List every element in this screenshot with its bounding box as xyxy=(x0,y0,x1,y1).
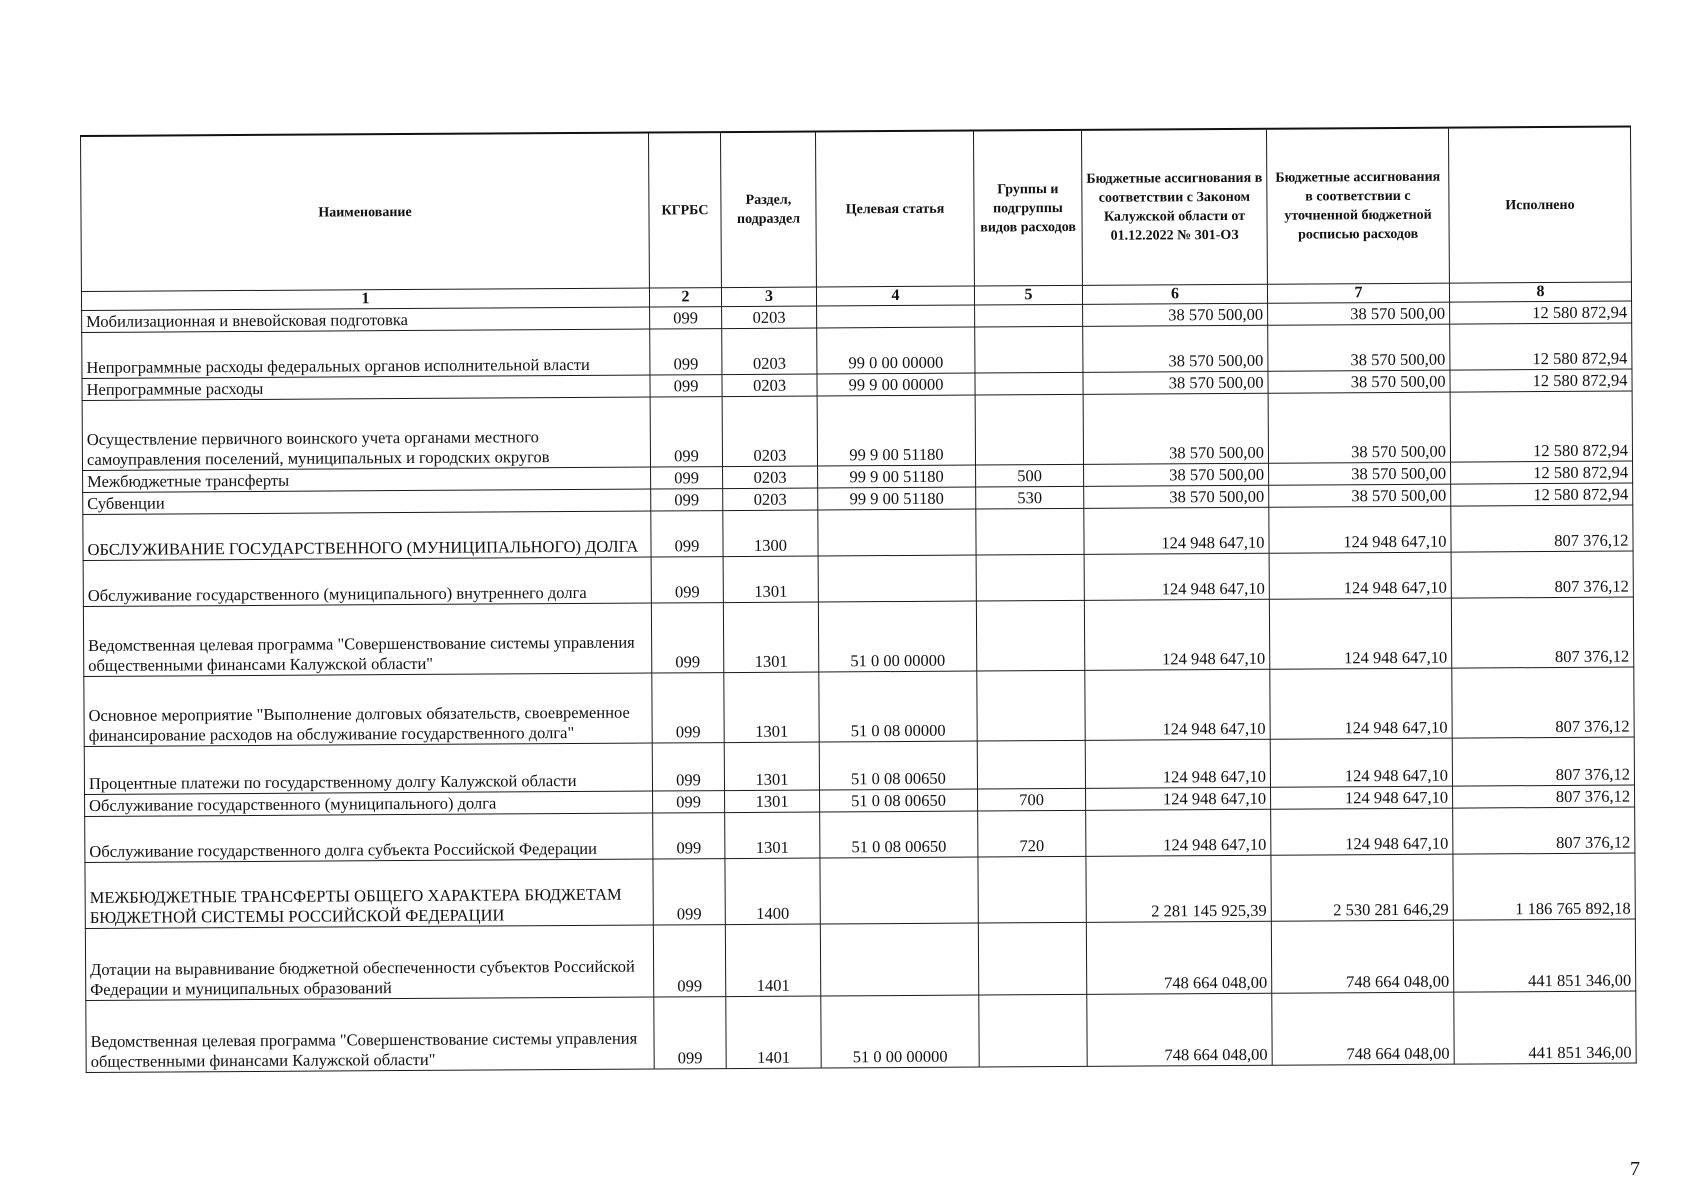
column-number: 3 xyxy=(721,287,816,307)
row-refined-allocation: 124 948 647,10 xyxy=(1270,668,1452,739)
row-law-allocation: 38 570 500,00 xyxy=(1083,393,1268,464)
row-executed: 12 580 872,94 xyxy=(1451,483,1633,506)
row-section: 0203 xyxy=(723,488,818,511)
row-kgrbs: 099 xyxy=(651,511,723,557)
row-name: Обслуживание государственного (муниципального) долга xyxy=(85,791,653,816)
row-executed: 12 580 872,94 xyxy=(1450,391,1632,462)
row-refined-allocation: 748 664 048,00 xyxy=(1271,920,1453,993)
row-executed: 807 376,12 xyxy=(1452,667,1634,738)
page-number: 7 xyxy=(1630,1158,1640,1180)
row-name: Ведомственная целевая программа "Совершенствование системы управления общественными финансами Калужской области" xyxy=(83,603,651,676)
row-law-allocation: 124 948 647,10 xyxy=(1086,787,1271,810)
row-name: Непрограммные расходы федеральных органов исполнительной власти xyxy=(82,329,650,378)
row-section: 1400 xyxy=(725,858,820,925)
row-executed: 12 580 872,94 xyxy=(1450,301,1632,324)
row-kgrbs: 099 xyxy=(652,673,724,743)
header-name: Наименование xyxy=(81,133,650,292)
row-kgrbs: 099 xyxy=(653,791,725,813)
row-kgrbs: 099 xyxy=(650,307,722,329)
row-law-allocation: 124 948 647,10 xyxy=(1084,553,1269,600)
row-kgrbs: 099 xyxy=(651,557,723,603)
row-section: 1301 xyxy=(724,672,819,743)
table-row xyxy=(84,737,1634,794)
row-executed: 807 376,12 xyxy=(1451,551,1633,598)
row-target: 99 0 00 00000 xyxy=(817,327,975,374)
column-number: 8 xyxy=(1449,282,1631,302)
table-row xyxy=(82,391,1632,470)
row-section: 1401 xyxy=(725,924,820,997)
row-refined-allocation: 748 664 048,00 xyxy=(1272,992,1454,1065)
row-kgrbs: 099 xyxy=(653,925,725,997)
row-refined-allocation: 124 948 647,10 xyxy=(1269,598,1451,669)
column-number: 7 xyxy=(1267,283,1449,303)
row-refined-allocation: 124 948 647,10 xyxy=(1271,786,1453,809)
table-row xyxy=(85,853,1635,928)
row-groups xyxy=(978,922,1086,995)
row-groups: 500 xyxy=(976,464,1084,487)
row-law-allocation: 38 570 500,00 xyxy=(1083,303,1268,326)
row-name: Осуществление первичного воинского учета органами местного самоуправления поселений, муниципальных и городских округов xyxy=(82,397,650,470)
row-target xyxy=(818,555,976,602)
row-target: 51 0 08 00650 xyxy=(820,811,978,858)
row-target xyxy=(820,857,978,924)
row-law-allocation: 38 570 500,00 xyxy=(1084,485,1269,508)
column-number: 4 xyxy=(816,286,974,306)
row-groups xyxy=(977,740,1085,789)
row-refined-allocation: 38 570 500,00 xyxy=(1268,324,1450,371)
column-number: 6 xyxy=(1082,284,1267,304)
row-executed: 441 851 346,00 xyxy=(1453,919,1635,992)
row-target xyxy=(820,923,978,996)
row-executed: 12 580 872,94 xyxy=(1450,323,1632,370)
row-section: 1300 xyxy=(723,510,818,557)
header-section: Раздел, подраздел xyxy=(720,132,816,288)
row-law-allocation: 124 948 647,10 xyxy=(1084,599,1269,670)
row-law-allocation: 124 948 647,10 xyxy=(1084,507,1269,554)
header-groups: Группы и подгруппы видов расходов xyxy=(973,130,1082,286)
row-kgrbs: 099 xyxy=(653,813,725,859)
row-law-allocation: 748 664 048,00 xyxy=(1087,993,1272,1066)
row-name: Дотации на выравнивание бюджетной обеспеченности субъектов Российской Федерации и муниципальных образований xyxy=(85,925,653,1000)
row-section: 1301 xyxy=(724,742,819,791)
row-law-allocation: 2 281 145 925,39 xyxy=(1086,855,1271,922)
row-target: 99 9 00 51180 xyxy=(817,395,975,466)
row-law-allocation: 124 948 647,10 xyxy=(1086,809,1271,856)
row-name: Обслуживание государственного (муниципального) внутреннего долга xyxy=(83,557,651,606)
row-executed: 1 186 765 892,18 xyxy=(1453,853,1635,920)
row-target: 99 9 00 51180 xyxy=(818,465,976,488)
row-target: 51 0 08 00650 xyxy=(820,789,978,812)
row-kgrbs: 099 xyxy=(650,329,722,375)
row-section: 0203 xyxy=(722,396,817,467)
row-groups xyxy=(978,856,1086,923)
row-target: 51 0 00 00000 xyxy=(821,995,979,1068)
row-name: Мобилизационная и вневойсковая подготовка xyxy=(82,307,650,332)
table-header xyxy=(81,127,1632,311)
row-groups xyxy=(977,670,1085,741)
row-groups: 700 xyxy=(978,788,1086,811)
row-target: 99 9 00 51180 xyxy=(818,487,976,510)
row-groups: 720 xyxy=(978,810,1086,857)
column-number: 1 xyxy=(81,288,649,310)
row-kgrbs: 099 xyxy=(651,467,723,489)
row-refined-allocation: 124 948 647,10 xyxy=(1269,552,1451,599)
row-refined-allocation: 124 948 647,10 xyxy=(1270,738,1452,787)
row-kgrbs: 099 xyxy=(652,743,724,791)
row-kgrbs: 099 xyxy=(650,397,722,467)
table-body xyxy=(82,301,1637,1072)
row-refined-allocation: 38 570 500,00 xyxy=(1268,392,1450,463)
table-row xyxy=(86,991,1636,1072)
row-refined-allocation: 38 570 500,00 xyxy=(1268,302,1450,325)
row-section: 1401 xyxy=(726,996,821,1069)
row-section: 1301 xyxy=(725,812,820,859)
row-section: 1301 xyxy=(723,556,818,603)
row-executed: 807 376,12 xyxy=(1451,597,1633,668)
row-target: 51 0 08 00650 xyxy=(819,741,977,790)
row-section: 1301 xyxy=(723,602,818,673)
row-executed: 807 376,12 xyxy=(1453,785,1635,808)
row-kgrbs: 099 xyxy=(654,997,726,1069)
row-name: Процентные платежи по государственному долгу Калужской области xyxy=(84,743,652,794)
row-groups xyxy=(975,394,1083,465)
row-executed: 807 376,12 xyxy=(1451,505,1633,552)
row-refined-allocation: 38 570 500,00 xyxy=(1269,462,1451,485)
row-groups xyxy=(976,508,1084,555)
table-row xyxy=(84,667,1634,746)
row-law-allocation: 38 570 500,00 xyxy=(1084,463,1269,486)
row-refined-allocation: 2 530 281 646,29 xyxy=(1271,854,1453,921)
header-law-allocations: Бюджетные ассигнования в соответствии с Законом Калужской области от 01.12.2022 № 301-ОЗ xyxy=(1081,129,1267,286)
row-groups xyxy=(975,372,1083,395)
row-refined-allocation: 38 570 500,00 xyxy=(1268,370,1450,393)
row-groups xyxy=(979,994,1087,1067)
row-groups: 530 xyxy=(976,486,1084,509)
row-name: Непрограммные расходы xyxy=(82,375,650,400)
row-name: МЕЖБЮДЖЕТНЫЕ ТРАНСФЕРТЫ ОБЩЕГО ХАРАКТЕРА БЮДЖЕТАМ БЮДЖЕТНОЙ СИСТЕМЫ РОССИЙСКОЙ ФЕДЕРАЦИИ xyxy=(85,859,653,928)
row-section: 0203 xyxy=(722,306,817,329)
row-groups xyxy=(975,326,1083,373)
header-target: Целевая статья xyxy=(815,131,974,287)
row-executed: 807 376,12 xyxy=(1452,737,1634,786)
row-refined-allocation: 124 948 647,10 xyxy=(1271,808,1453,855)
row-groups xyxy=(976,600,1084,671)
row-name: Обслуживание государственного долга субъекта Российской Федерации xyxy=(85,813,653,862)
row-target: 51 0 08 00000 xyxy=(819,671,977,742)
row-target xyxy=(817,305,975,328)
row-name: Межбюджетные трансферты xyxy=(83,467,651,492)
row-groups xyxy=(975,304,1083,327)
row-law-allocation: 124 948 647,10 xyxy=(1085,739,1270,788)
row-section: 0203 xyxy=(722,328,817,375)
row-law-allocation: 124 948 647,10 xyxy=(1085,669,1270,740)
row-refined-allocation: 124 948 647,10 xyxy=(1269,506,1451,553)
row-law-allocation: 38 570 500,00 xyxy=(1083,371,1268,394)
row-kgrbs: 099 xyxy=(651,603,723,673)
row-name: Субвенции xyxy=(83,489,651,514)
row-target xyxy=(818,509,976,556)
row-kgrbs: 099 xyxy=(650,375,722,397)
row-executed: 12 580 872,94 xyxy=(1450,369,1632,392)
row-executed: 441 851 346,00 xyxy=(1454,991,1636,1064)
row-executed: 807 376,12 xyxy=(1453,807,1635,854)
table-row xyxy=(85,919,1635,1000)
row-target: 51 0 00 00000 xyxy=(818,601,976,672)
row-law-allocation: 38 570 500,00 xyxy=(1083,325,1268,372)
row-groups xyxy=(976,554,1084,601)
row-section: 0203 xyxy=(722,374,817,397)
budget-table xyxy=(80,126,1637,1073)
row-kgrbs: 099 xyxy=(653,859,725,925)
row-kgrbs: 099 xyxy=(651,489,723,511)
row-name: ОБСЛУЖИВАНИЕ ГОСУДАРСТВЕННОГО (МУНИЦИПАЛЬНОГО) ДОЛГА xyxy=(83,511,651,560)
table-row xyxy=(83,597,1633,676)
header-executed: Исполнено xyxy=(1448,127,1631,284)
row-executed: 12 580 872,94 xyxy=(1451,461,1633,484)
row-section: 1301 xyxy=(725,790,820,813)
row-name: Основное мероприятие "Выполнение долговых обязательств, своевременное финансирование расходов на обслуживание государственного долга" xyxy=(84,673,652,746)
column-number: 2 xyxy=(649,288,721,307)
header-refined-allocations: Бюджетные ассигнования в соответствии с уточненной бюджетной росписью расходов xyxy=(1266,128,1449,285)
column-number: 5 xyxy=(974,285,1082,305)
row-refined-allocation: 38 570 500,00 xyxy=(1269,484,1451,507)
row-target: 99 9 00 00000 xyxy=(817,373,975,396)
header-kgrbs: КГРБС xyxy=(648,132,721,288)
row-section: 0203 xyxy=(723,466,818,489)
row-law-allocation: 748 664 048,00 xyxy=(1086,921,1271,994)
row-name: Ведомственная целевая программа "Совершенствование системы управления общественными финансами Калужской области" xyxy=(86,997,654,1072)
